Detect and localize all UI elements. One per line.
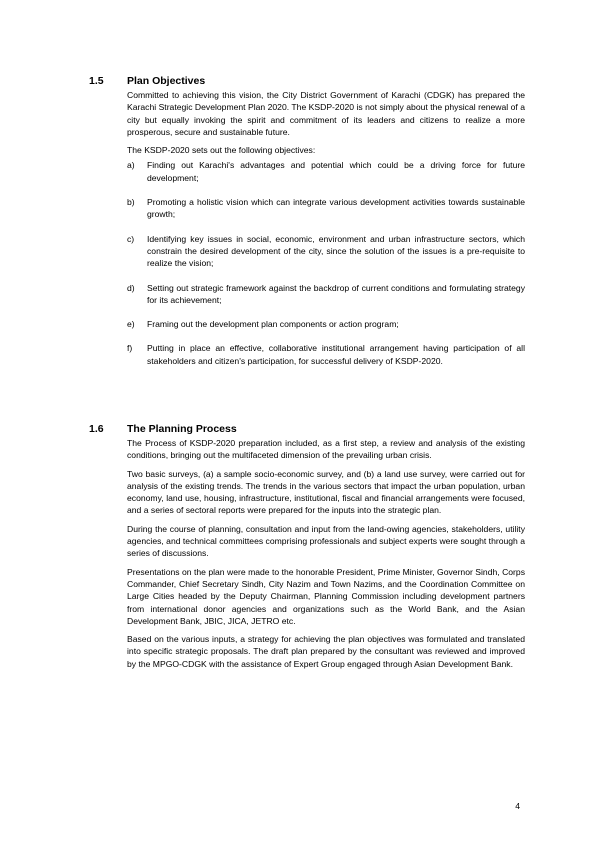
paragraph: During the course of planning, consultation and input from the land-owing agencies, stakeholders, utility agencies, and technical committees comprising professionals and subject experts were sought through a series of discussions. (127, 523, 525, 559)
list-item-text: Finding out Karachi's advantages and potential which could be a driving force for future development; (147, 160, 525, 183)
section-title: Plan Objectives (127, 75, 206, 87)
paragraph: The Process of KSDP-2020 preparation included, as a first step, a review and analysis of the existing conditions, bringing out the multifaceted dimension of the prevailing urban crisis. (127, 438, 525, 461)
objectives-list (127, 159, 525, 367)
list-item (127, 159, 525, 184)
paragraph: Presentations on the plan were made to the honorable President, Prime Minister, Governor Sindh, Corps Commander, Chief Secretary Sindh, City Nazim and Town Nazims, and the Coordination Committee on Large Cities headed by the Deputy Chairman, Planning Commission including development partners from international donor agencies and organizations such as the World Bank, and the Asian Development Bank, JBIC, JICA, JETRO etc. (127, 566, 525, 626)
list-item (127, 282, 525, 307)
section-title: The Planning Process (127, 423, 237, 435)
list-marker: f) (127, 343, 133, 354)
section-body (127, 437, 525, 676)
list-item-text: Promoting a holistic vision which can integrate various development activities towards sustainable growth; (147, 197, 525, 220)
list-marker: c) (127, 233, 135, 244)
section-heading (0, 74, 595, 88)
list-item (127, 196, 525, 221)
list-item-text: Framing out the development plan components or action program; (147, 319, 399, 330)
paragraph: Committed to achieving this vision, the City District Government of Karachi (CDGK) has prepared the Karachi Strategic Development Plan 2020. The KSDP-2020 is not simply about the physical renewal of a city but equally invoking the spirit and commitment of its leaders and citizens to realize a more prosperous, secure and sustainable future. (127, 90, 525, 137)
section-number: 1.5 (89, 75, 104, 87)
section-number: 1.6 (89, 423, 104, 435)
list-marker: e) (127, 319, 135, 330)
list-marker: d) (127, 282, 135, 293)
list-marker: b) (127, 197, 135, 208)
section-heading (0, 422, 595, 436)
list-item-text: Setting out strategic framework against the backdrop of current conditions and formulating strategy for its achievement; (147, 282, 525, 305)
paragraph: Based on the various inputs, a strategy for achieving the plan objectives was formulated and translated into specific strategic proposals. The draft plan prepared by the consultant was reviewed and improved by the MPGO-CDGK with the assistance of Expert Group engaged through Asian Development Bank. (127, 634, 525, 669)
page-number: 4 (515, 801, 520, 811)
paragraph: Two basic surveys, (a) a sample socio-economic survey, and (b) a land use survey, were carried out for analysis of the existing trends. The trends in the various sectors that impact the urban population, urban economy, land use, housing, infrastructure, institutional, fiscal and financial arrangements were focused, and a series of sectoral reports were prepared for the inputs into the strategic plan. (127, 468, 525, 516)
section-body (127, 89, 525, 367)
list-marker: a) (127, 160, 135, 171)
list-item-text: Identifying key issues in social, economic, environment and urban infrastructure sectors, which constrain the desired development of the city, since the solution of the issues is a pre-requisite to realize the vision; (147, 233, 525, 269)
list-item (127, 233, 525, 270)
list-item (127, 342, 525, 367)
list-item-text: Putting in place an effective, collaborative institutional arrangement having participation of all stakeholders and citizen's participation, for successful delivery of KSDP-2020. (147, 343, 525, 366)
list-item (127, 318, 525, 330)
paragraph: The KSDP-2020 sets out the following objectives: (127, 145, 316, 156)
